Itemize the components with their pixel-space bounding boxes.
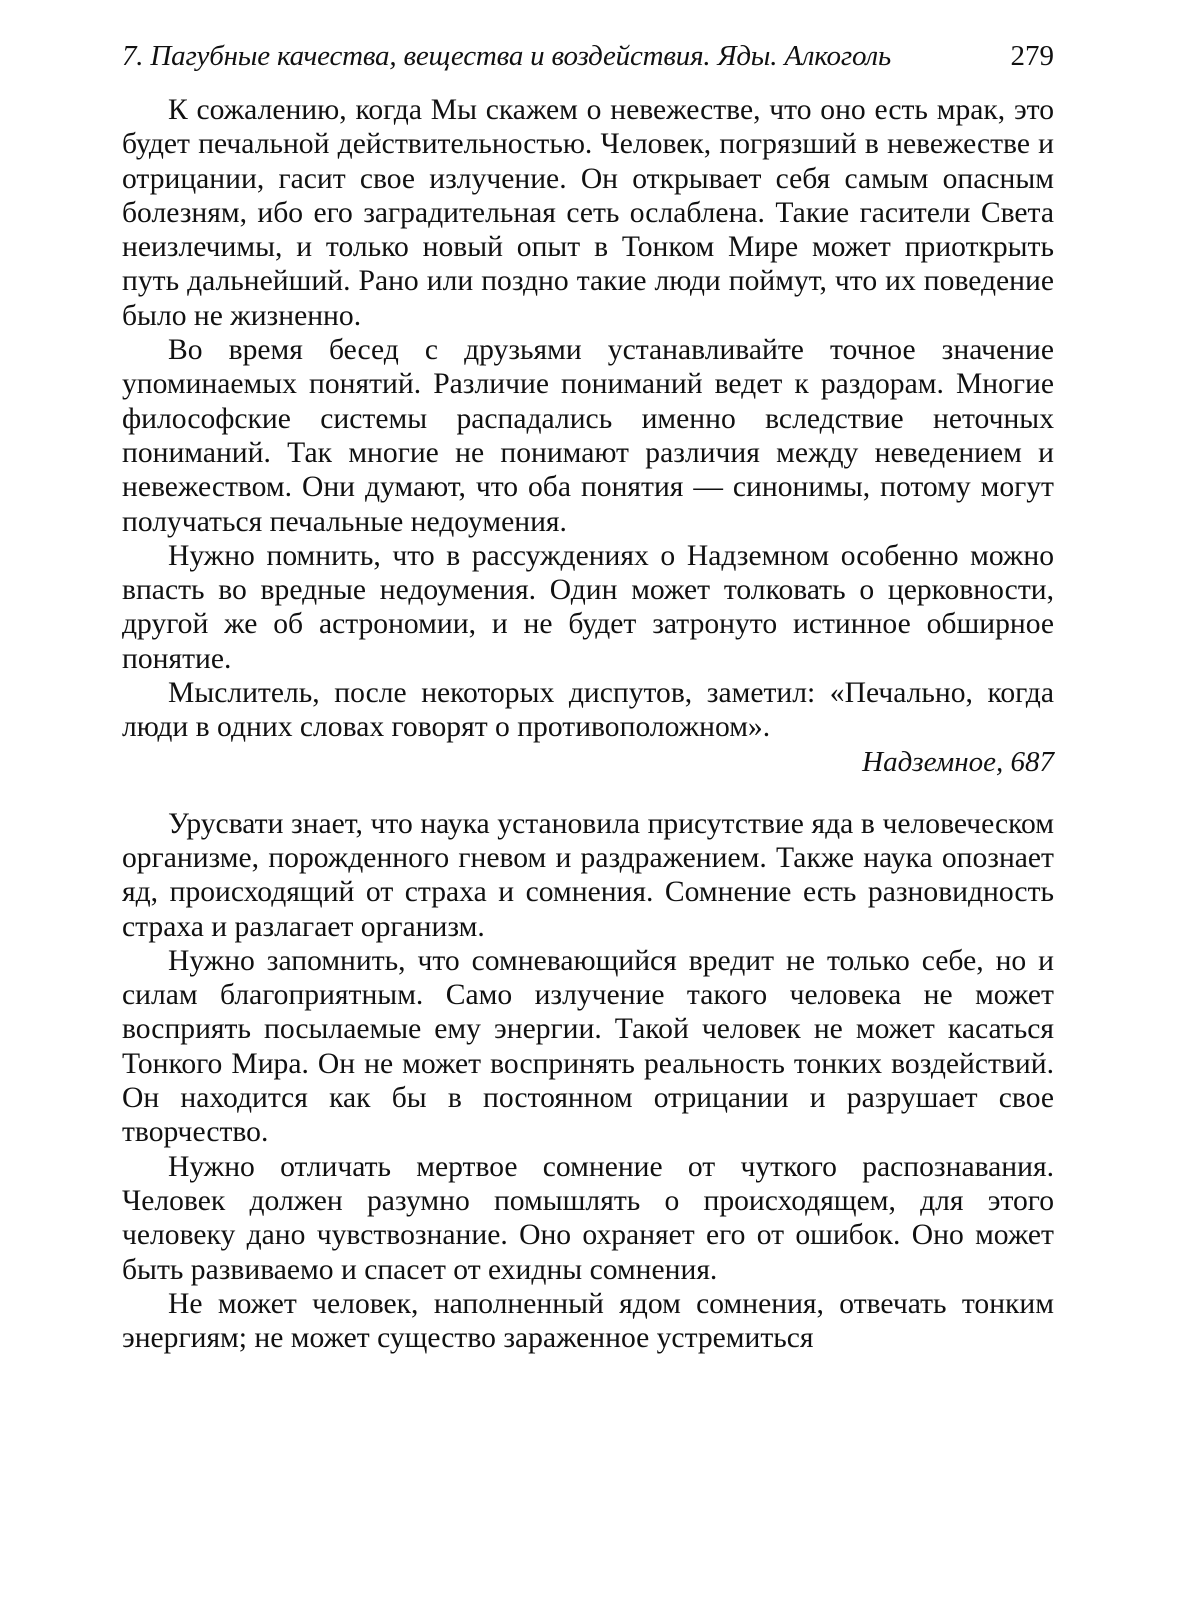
- paragraph: Во время бесед с друзьями устанавливайте точное значение упоминаемых понятий. Различие пониманий ведет к раздорам. Многие философские системы распадались именно вследствие неточных пониманий. Так многие не понимают различия между неведением и невежеством. Они думают, что оба понятия — синонимы, потому могут получаться печальные недоумения.: [122, 334, 1054, 538]
- paragraph: Не может человек, наполненный ядом сомнения, отвечать тонким энергиям; не может существо зараженное устремиться: [122, 1287, 1054, 1355]
- paragraph: Урусвати знает, что наука установила присутствие яда в человеческом организме, порожденного гневом и раздражением. Также наука опознает яд, происходящий от страха и сомнения. Сомнение есть разновидность страха и разлагает организм.: [122, 807, 1054, 943]
- section-excerpt-1: [122, 93, 1054, 779]
- section-excerpt-2: [122, 807, 1054, 1356]
- paragraph: Мыслитель, после некоторых диспутов, заметил: «Печально, когда люди в одних словах говорят о противоположном».: [122, 677, 1054, 744]
- running-header: [122, 40, 1054, 73]
- paragraph: К сожалению, когда Мы скажем о невежестве, что оно есть мрак, это будет печальной действительностью. Человек, погрязший в невежестве и отрицании, гасит свое излучение. Он открывает себя самым опасным болезням, ибо его заградительная сеть ослаблена. Такие гасители Света неизлечимы, и только новый опыт в Тонком Мире может приоткрыть путь дальнейший. Рано или поздно такие люди поймут, что их поведение было не жизненно.: [122, 94, 1054, 332]
- running-title: 7. Пагубные качества, вещества и воздействия. Яды. Алкоголь: [122, 40, 891, 72]
- paragraph: Нужно отличать мертвое сомнение от чуткого распознавания. Человек должен разумно помышлять о происходящем, для этого человеку дано чувствознание. Оно охраняет его от ошибок. Оно может быть развиваемо и спасет от ехидны сомнения.: [122, 1150, 1054, 1286]
- paragraph: Нужно запомнить, что сомневающийся вредит не только себе, но и силам благоприятным. Само излучение такого человека не может восприять посылаемые ему энергии. Такой человек не может касаться Тонкого Мира. Он не может воспринять реальность тонких воздействий. Он находится как бы в постоянном отрицании и разрушает свое творчество.: [122, 944, 1054, 1149]
- book-page: [122, 40, 1054, 1355]
- source-citation: Надземное, 687: [862, 745, 1054, 778]
- paragraph: Нужно помнить, что в рассуждениях о Надземном особенно можно впасть во вредные недоумения. Один может толковать о церковности, другой же об астрономии, и не будет затронуто истинное обширное понятие.: [122, 539, 1054, 675]
- page-number: 279: [1010, 40, 1054, 72]
